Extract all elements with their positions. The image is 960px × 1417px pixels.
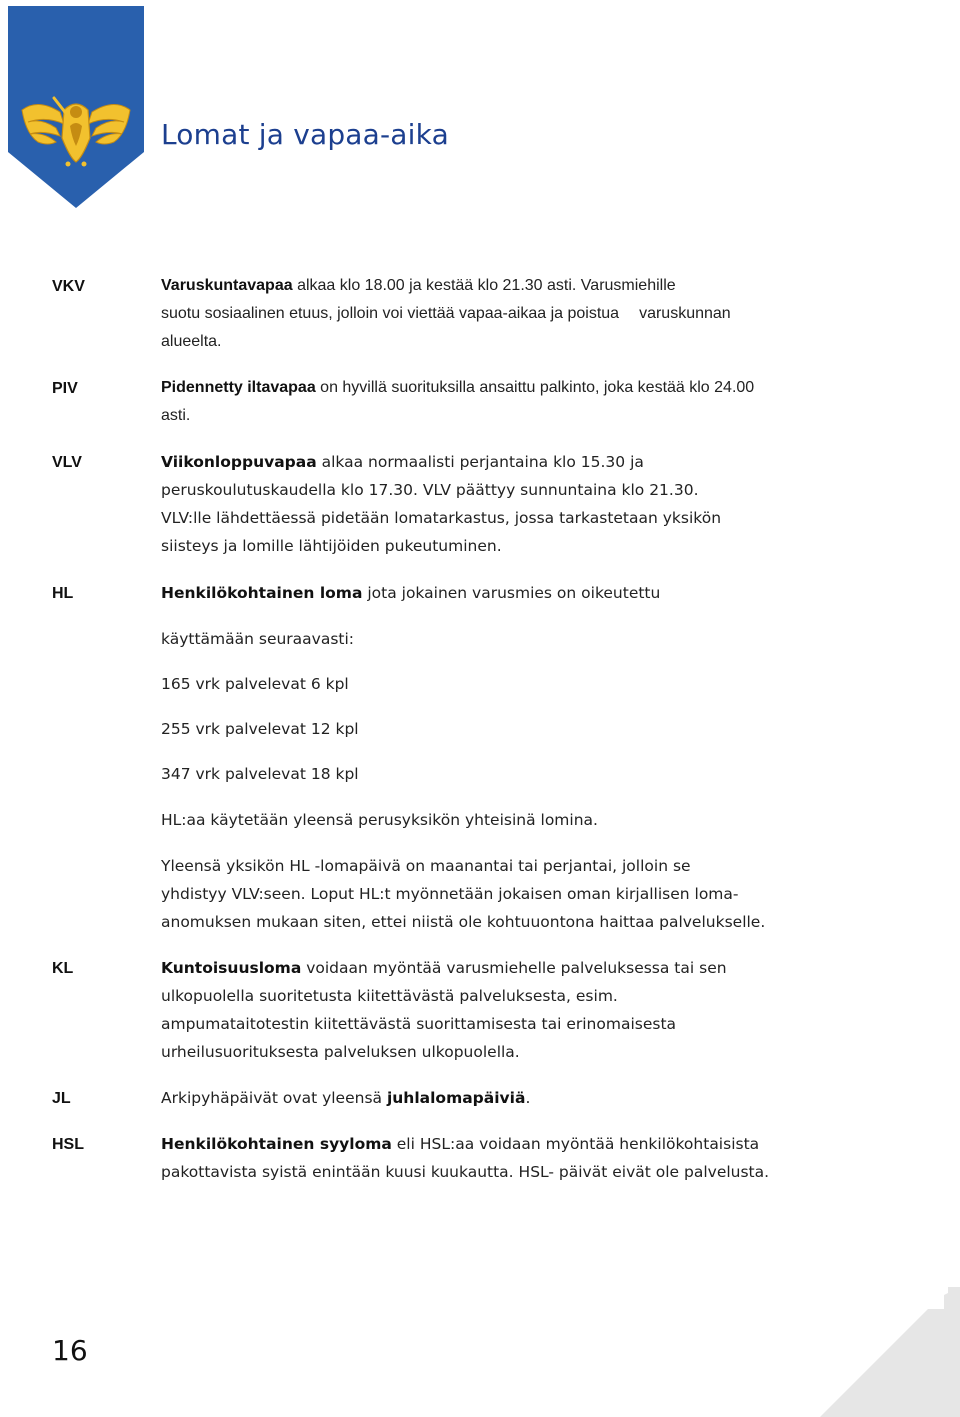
- term-kl: Kuntoisuusloma: [161, 959, 302, 977]
- page-title: Lomat ja vapaa-aika: [161, 118, 449, 151]
- term-hsl: Henkilökohtainen syyloma: [161, 1135, 392, 1153]
- corner-decoration: [820, 1287, 960, 1417]
- section-kl-text: Kuntoisuusloma voidaan myöntää varusmiehelle palveluksessa tai sen ulkopuolella suoritetusta kiitettävästä palveluksesta, esim. ampumataitotestin kiitettävästä suorittamisesta tai erinomaisesta urheilusuorituksesta palveluksen ulkopuolella.: [161, 959, 727, 1061]
- section-vlv-text: Viikonloppuvapaa alkaa normaalisti perjantaina klo 15.30 ja peruskoulutuskaudella klo 17.30. VLV päättyy sunnuntaina klo 21.30. VLV:lle lähdettäessä pidetään lomatarkastus, jossa tarkastetaan yksikön siisteys ja lomille lähtijöiden pukeutuminen.: [161, 453, 722, 555]
- header-banner: [8, 6, 144, 208]
- code-kl: KL: [52, 960, 74, 977]
- hl-note: HL:aa käytetään yleensä perusyksikön yhteisinä lomina.: [161, 811, 598, 829]
- section-hl-text: Henkilökohtainen loma jota jokainen varusmies on oikeutettu: [161, 584, 661, 602]
- hl-paragraph: Yleensä yksikön HL -lomapäivä on maanantai tai perjantai, jolloin se yhdistyy VLV:seen. Loput HL:t myönnetään jokaisen oman kirjallisen loma- anomuksen mukaan siten, ettei niistä ole kohtuuontona haittaa palvelukselle.: [161, 857, 766, 931]
- code-hl: HL: [52, 585, 74, 602]
- hl-allowance-255: 255 vrk palvelevat 12 kpl: [161, 720, 359, 738]
- code-vkv: VKV: [52, 278, 85, 295]
- section-piv-text: Pidennetty iltavapaa on hyvillä suorituksilla ansaittu palkinto, joka kestää klo 24.00 asti.: [161, 379, 755, 424]
- hl-usage-intro: käyttämään seuraavasti:: [161, 630, 355, 648]
- section-jl-text: Arkipyhäpäivät ovat yleensä juhlalomapäiviä.: [161, 1089, 531, 1107]
- code-jl: JL: [52, 1090, 71, 1107]
- code-piv: PIV: [52, 380, 78, 397]
- page-number: 16: [52, 1334, 88, 1367]
- term-vlv: Viikonloppuvapaa: [161, 453, 317, 471]
- code-vlv: VLV: [52, 454, 82, 471]
- term-hl: Henkilökohtainen loma: [161, 584, 363, 602]
- section-vkv-text: Varuskuntavapaa alkaa klo 18.00 ja kestää klo 21.30 asti. Varusmiehille suotu sosiaalinen etuus, jolloin voi viettää vapaa-aikaa ja poistua varuskunnan alueelta.: [161, 277, 731, 350]
- term-vkv: Varuskuntavapaa: [161, 277, 293, 294]
- term-jl: juhlalomapäiviä: [386, 1089, 526, 1107]
- section-hsl-text: Henkilökohtainen syyloma eli HSL:aa voidaan myöntää henkilökohtaisista pakottavista syistä enintään kuusi kuukautta. HSL- päivät eivät ole palvelusta.: [161, 1135, 770, 1181]
- hl-allowance-347: 347 vrk palvelevat 18 kpl: [161, 765, 359, 783]
- term-piv: Pidennetty iltavapaa: [161, 379, 316, 396]
- code-hsl: HSL: [52, 1136, 84, 1153]
- hl-allowance-165: 165 vrk palvelevat 6 kpl: [161, 675, 349, 693]
